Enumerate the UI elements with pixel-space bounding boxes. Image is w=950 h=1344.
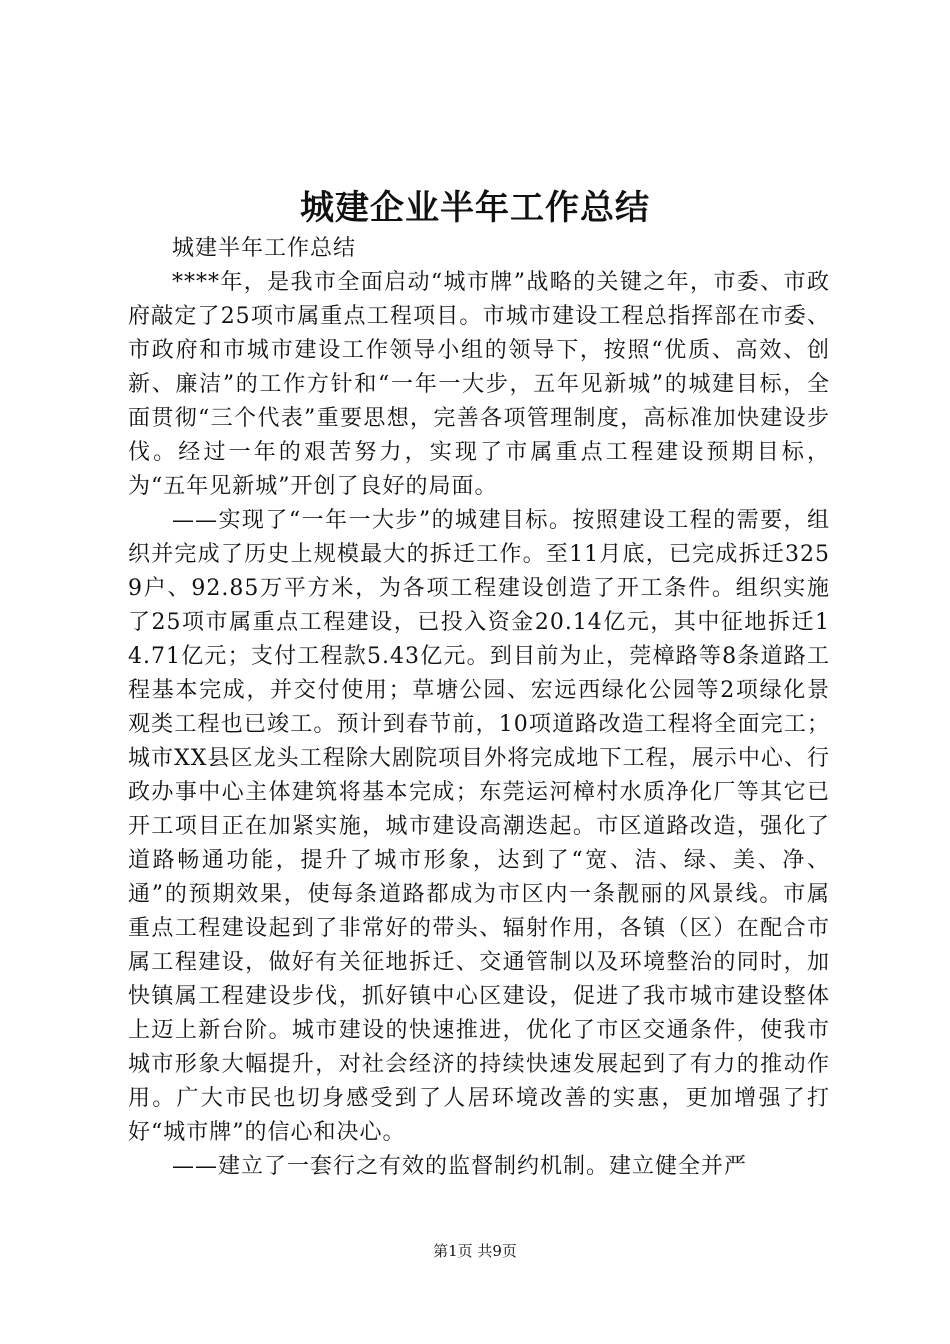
document-title: 城建企业半年工作总结: [300, 188, 650, 228]
page-number-footer: 第1页 共9页: [433, 1242, 517, 1260]
paragraph-intro: ****年，是我市全面启动“城市牌”战略的关键之年，市委、市政府敲定了25项市属重点工程项目。市城市建设工程总指挥部在市委、市政府和市城市建设工作领导小组的领导下，按照“优质、高效、创新、廉洁”的工作方针和“一年一大步，五年见新城”的城建目标，全面贯彻“三个代表”重要思想，完善各项管理制度，高标准加快建设步伐。经过一年的艰苦努力，实现了市属重点工程建设预期目标，为“五年见新城”开创了良好的局面。: [128, 270, 830, 499]
paragraph-supervision: ——建立了一套行之有效的监督制约机制。建立健全并严: [172, 1154, 748, 1179]
paragraph-achievements: ——实现了“一年一大步”的城建目标。按照建设工程的需要，组织并完成了历史上规模最大的拆迁工作。至11月底，已完成拆迁3259户、92.85万平方米，为各项工程建设创造了开工条件。组织实施了25项市属重点工程建设，已投入资金20.14亿元，其中征地拆迁14.71亿元；支付工程款5.43亿元。到目前为止，莞樟路等8条道路工程基本完成，并交付使用；草塘公园、宏远西绿化公园等2项绿化景观类工程也已竣工。预计到春节前，10项道路改造工程将全面完工；城市XX县区龙头工程除大剧院项目外将完成地下工程，展示中心、行政办事中心主体建筑将基本完成；东莞运河樟村水质净化厂等其它已开工项目正在加紧实施，城市建设高潮迭起。市区道路改造，强化了道路畅通功能，提升了城市形象，达到了“宽、洁、绿、美、净、通”的预期效果，使每条道路都成为市区内一条靓丽的风景线。市属重点工程建设起到了非常好的带头、辐射作用，各镇（区）在配合市属工程建设，做好有关征地拆迁、交通管制以及环境整治的同时，加快镇属工程建设步伐，抓好镇中心区建设，促进了我市城市建设整体上迈上新台阶。城市建设的快速推进，优化了市区交通条件，使我市城市形象大幅提升，对社会经济的持续快速发展起到了有力的推动作用。广大市民也切身感受到了人居环境改善的实惠，更加增强了打好“城市牌”的信心和决心。: [128, 508, 830, 1145]
paragraph-subtitle: 城建半年工作总结: [172, 236, 357, 261]
document-body: [128, 232, 830, 1184]
